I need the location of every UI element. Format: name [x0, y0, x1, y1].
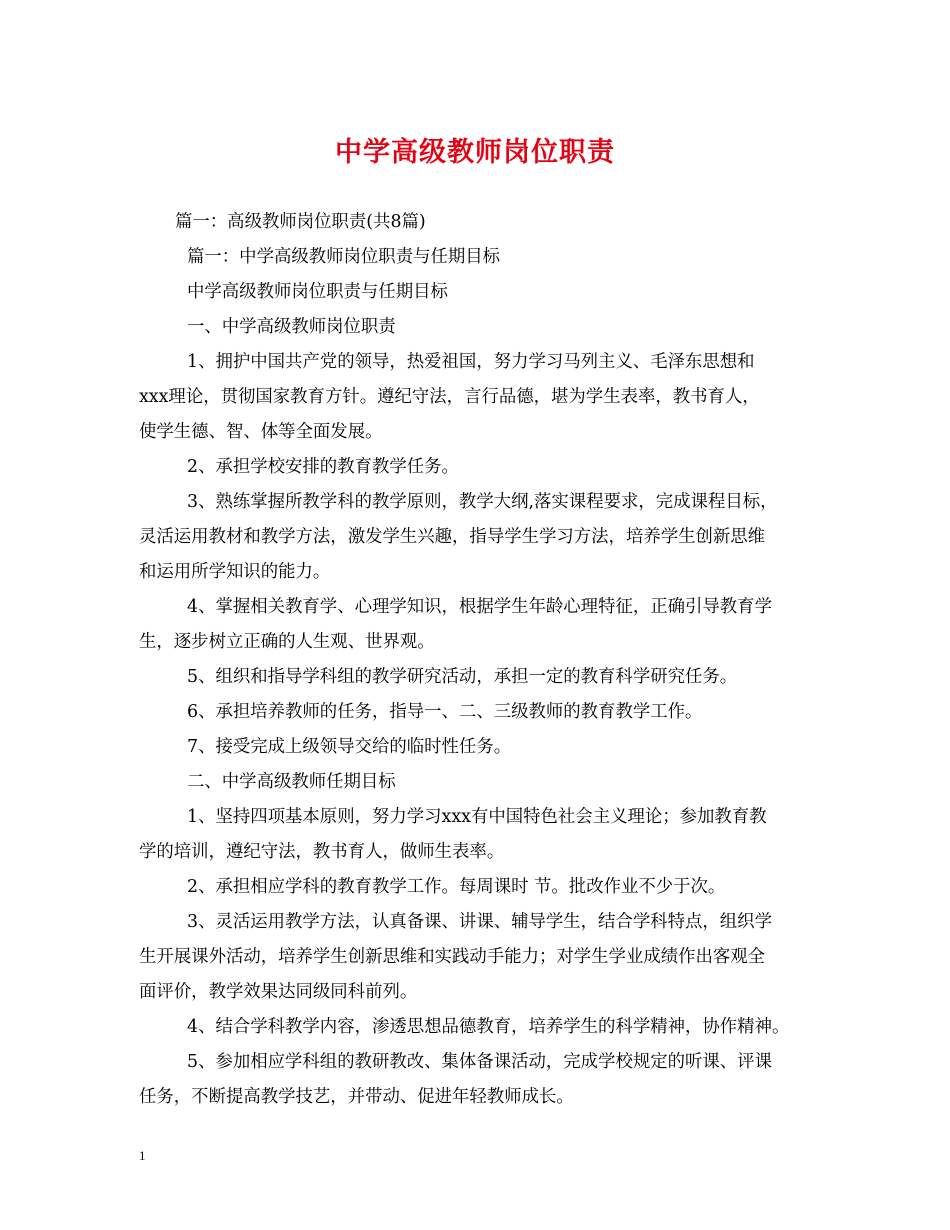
page-number: 1 — [139, 1148, 146, 1163]
paragraph-line: 中学高级教师岗位职责与任期目标 — [187, 282, 448, 302]
paragraph-line: xxx理论，贯彻国家教育方针。遵纪守法，言行品德，堪为学生表率，教书育人， — [139, 387, 760, 407]
paragraph-line: 和运用所学知识的能力。 — [139, 562, 331, 582]
paragraph-line: 1、拥护中国共产党的领导，热爱祖国，努力学习马列主义、毛泽东思想和 — [187, 352, 755, 372]
paragraph-line: 2、承担学校安排的教育教学任务。 — [187, 457, 459, 477]
paragraph-line: 生开展课外活动，培养学生创新思维和实践动手能力；对学生学业成绩作出客观全 — [139, 947, 766, 967]
paragraph-line: 面评价，教学效果达同级同科前列。 — [139, 982, 418, 1002]
paragraph-line: 5、组织和指导学科组的教学研究活动，承担一定的教育科学研究任务。 — [187, 667, 738, 687]
paragraph-line: 学的培训，遵纪守法，教书育人，做师生表率。 — [139, 842, 505, 862]
paragraph-line: 5、参加相应学科组的教研教改、集体备课活动，完成学校规定的听课、评课 — [187, 1052, 772, 1072]
paragraph-line: 使学生德、智、体等全面发展。 — [139, 422, 383, 442]
paragraph-line: 篇一：高级教师岗位职责(共8篇) — [175, 212, 426, 232]
paragraph-line: 生，逐步树立正确的人生观、世界观。 — [139, 632, 435, 652]
paragraph-line: 4、结合学科教学内容，渗透思想品德教育，培养学生的科学精神，协作精神。 — [187, 1017, 790, 1037]
document-body — [139, 205, 819, 1115]
paragraph-line: 3、熟练掌握所教学科的教学原则，教学大纲,落实课程要求，完成课程目标， — [187, 492, 778, 512]
paragraph-line: 6、承担培养教师的任务，指导一、二、三级教师的教育教学工作。 — [187, 702, 703, 722]
paragraph-line: 一、中学高级教师岗位职责 — [187, 317, 396, 337]
paragraph-line: 4、掌握相关教育学、心理学知识，根据学生年龄心理特征，正确引导教育学 — [187, 597, 772, 617]
paragraph-line: 3、灵活运用教学方法，认真备课、讲课、辅导学生，结合学科特点，组织学 — [187, 912, 772, 932]
paragraph-line: 1、坚持四项基本原则，努力学习xxx有中国特色社会主义理论；参加教育教 — [187, 807, 767, 827]
document-title: 中学高级教师岗位职责 — [335, 137, 615, 168]
paragraph-line: 2、承担相应学科的教育教学工作。每周课时 节。批改作业不少于次。 — [187, 877, 726, 897]
paragraph-line: 7、接受完成上级领导交给的临时性任务。 — [187, 737, 512, 757]
paragraph-line: 篇一：中学高级教师岗位职责与任期目标 — [187, 247, 501, 267]
paragraph-line: 二、中学高级教师任期目标 — [187, 772, 396, 792]
paragraph-line: 任务，不断提高教学技艺，并带动、促进年轻教师成长。 — [139, 1087, 574, 1107]
paragraph-line: 灵活运用教材和教学方法，激发学生兴趣，指导学生学习方法，培养学生创新思维 — [139, 527, 766, 547]
